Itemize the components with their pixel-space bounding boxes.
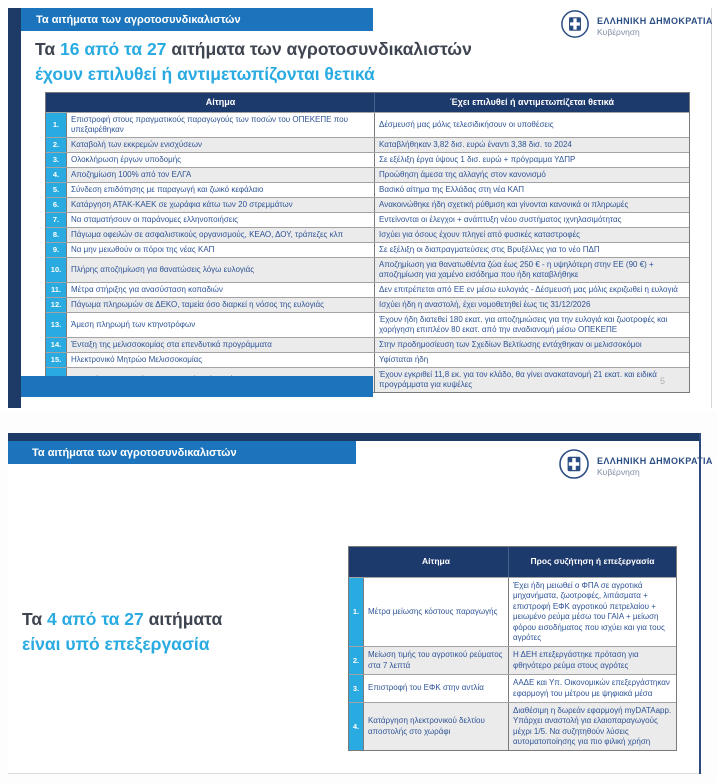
status-cell: Στην προδημοσίευση των Σχεδίων Βελτίωσης εντάχθηκαν οι μελισσοκόμοι xyxy=(379,340,642,349)
row-number: 5. xyxy=(46,183,67,197)
row-number: 1. xyxy=(349,578,364,646)
logo-text xyxy=(597,16,713,37)
table-row xyxy=(46,227,689,242)
table-row xyxy=(349,702,676,751)
row-number: 7. xyxy=(46,213,67,227)
request-cell: Να μην μειωθούν οι πόροι της νέας ΚΑΠ xyxy=(67,243,375,257)
table-row xyxy=(46,152,689,167)
table-row xyxy=(349,577,676,646)
slide1-title xyxy=(35,37,675,88)
row-number: 11. xyxy=(46,283,67,297)
logo-title: ΕΛΛΗΝΙΚΗ ΔΗΜΟΚΡΑΤΙΑ xyxy=(597,456,713,466)
slide2-header-bar-label: Τα αιτήματα των αγροτοσυνδικαλιστών xyxy=(32,446,237,459)
status-cell: Ισχύει για όσους έχουν πληγεί από φυσικές καταστροφές xyxy=(379,230,580,239)
slide1-header-bar xyxy=(21,8,373,31)
request-cell: Καταβολή των εκκρεμών ενισχύσεων xyxy=(67,138,375,152)
row-number: 4. xyxy=(349,703,364,751)
table-row xyxy=(46,137,689,152)
row-number: 2. xyxy=(46,138,67,152)
request-cell: Πλήρης αποζημίωση για θανατώσεις λόγω ευλογιάς xyxy=(67,258,375,282)
slide1-page-number: 5 xyxy=(660,376,666,386)
request-cell: Επιστροφή του ΕΦΚ στην αντλία xyxy=(364,675,509,702)
status-cell: Η ΔΕΗ επεξεργάστηκε πρόταση για φθηνότερο ρεύμα στους αγρότες xyxy=(513,650,639,670)
table-row xyxy=(46,312,689,337)
status-cell: Υφίσταται ήδη xyxy=(379,355,429,364)
table-row xyxy=(46,112,689,137)
row-number: 12. xyxy=(46,298,67,312)
greek-emblem-icon xyxy=(558,448,590,485)
request-cell: Ηλεκτρονικό Μητρώο Μελισσοκομίας xyxy=(67,353,375,367)
table-row xyxy=(46,352,689,367)
slide2-requests-table xyxy=(348,546,677,751)
status-cell: ΑΑΔΕ και Υπ. Οικονομικών επεξεργάστηκαν εφαρμογή του μέτρου με ψηφιακά μέσα xyxy=(513,678,670,698)
status-cell: Καταβλήθηκαν 3,82 δισ. ευρώ έναντι 3,38 δισ. το 2024 xyxy=(379,140,572,149)
status-cell: Δεν επιτρέπεται από ΕΕ εν μέσω ευλογιάς - Δέσμευσή μας μόλις εκριζωθεί η ευλογιά xyxy=(379,285,678,294)
slide1-requests-table xyxy=(45,92,690,393)
request-cell: Μείωση τιμής του αγροτικού ρεύματος στα 7 λεπτά xyxy=(364,647,509,674)
slide1-header-request: Αίτημα xyxy=(67,93,375,112)
request-cell: Μέτρα μείωσης κόστους παραγωγής xyxy=(364,578,509,646)
slide2-table-body xyxy=(349,577,676,750)
request-cell: Σύνδεση επιδότησης με παραγωγή και ζωικό κεφάλαιο xyxy=(67,183,375,197)
slide2-title-part1: Τα xyxy=(22,609,48,629)
slide1-header-status: Έχει επιλυθεί ή αντιμετωπίζεται θετικά xyxy=(450,97,614,108)
logo-text xyxy=(597,456,713,477)
status-cell: Έχουν ήδη διατεθεί 180 εκατ. για αποζημιώσεις για την ευλογιά και ζωοτροφές και χορήγηση επιπλέον 80 εκατ. από την αναδιανομή μέσω ΟΠΕΚΕΠΕ xyxy=(379,315,668,334)
slide2-table-header-row xyxy=(349,547,676,577)
slide1-footer-bar xyxy=(21,376,373,397)
request-cell: Ολοκλήρωση έργων υποδομής xyxy=(67,153,375,167)
request-cell: Επιστροφή στους πραγματικούς παραγωγούς των ποσών του ΟΠΕΚΕΠΕ που υπεξαιρέθηκαν xyxy=(67,113,375,137)
table-row xyxy=(46,257,689,282)
request-cell: Άμεση πληρωμή των κτηνοτρόφων xyxy=(67,313,375,337)
request-cell: Μέτρα στήριξης για ανασύσταση κοπαδιών xyxy=(67,283,375,297)
status-cell: Διαθέσιμη η δωρεάν εφαρμογή myDATAapp. Υπάρχει αναστολή για ελαιοπαραγωγούς μέχρι 1/5. Να συζητηθούν λύσεις αυτοματοποίησης για πιο φιλική χρήση xyxy=(513,705,672,747)
table-row xyxy=(46,212,689,227)
logo-title: ΕΛΛΗΝΙΚΗ ΔΗΜΟΚΡΑΤΙΑ xyxy=(597,16,713,26)
slide1-title-part1: Τα xyxy=(35,39,61,59)
slide1-title-highlight: 16 από τα 27 xyxy=(60,39,167,59)
request-cell: Αποζημίωση 100% από τον ΕΛΓΑ xyxy=(67,168,375,182)
row-number: 9. xyxy=(46,243,67,257)
request-cell: Κατάργηση ηλεκτρονικού δελτίου αποστολής στο χωράφι xyxy=(364,703,509,751)
slide1-left-accent-strip xyxy=(8,8,21,408)
row-number: 4. xyxy=(46,168,67,182)
status-cell: Προώθηση άμεσα της αλλαγής στον κανονισμό xyxy=(379,170,546,179)
status-cell: Δέσμευσή μας μόλις τελεσιδικήσουν οι υποθέσεις xyxy=(379,120,554,129)
slide1-right-edge xyxy=(711,8,712,408)
status-cell: Έχει ήδη μειωθεί ο ΦΠΑ σε αγροτικά μηχανήματα, ζωοτροφές, λιπάσματα + επιστροφή ΕΦΚ αγροτικού πετρελαίου + μειωμένο ρεύμα μέσω του ΓΑΙΑ + μείωση φόρου εισοδήματος που ισχύει και για τους αγρότες xyxy=(513,581,665,642)
request-cell: Πάγωμα οφειλών σε ασφαλιστικούς οργανισμούς, ΚΕΑΟ, ΔΟΥ, τράπεζες κλπ xyxy=(67,228,375,242)
slide2-header-status: Προς συζήτηση ή επεξεργασία xyxy=(530,556,655,567)
row-number: 2. xyxy=(349,647,364,674)
table-row xyxy=(349,646,676,674)
status-cell: Αποζημίωση για θανατωθέντα ζώα έως 250 € - η υψηλότερη στην ΕΕ (90 €) + αποζημίωση για χαμένο εισόδημα που ήδη καταβλήθηκε xyxy=(379,260,654,279)
request-cell: Κατάργηση ΑΤΑΚ-ΚΑΕΚ σε χωράφια κάτω των 20 στρεμμάτων xyxy=(67,198,375,212)
slide2-title-line2: είναι υπό επεξεργασία xyxy=(22,634,210,655)
table-row xyxy=(349,674,676,702)
slide2-header-request: Αίτημα xyxy=(364,547,509,577)
status-cell: Βασικό αίτημα της Ελλάδας στη νέα ΚΑΠ xyxy=(379,185,525,194)
status-cell: Εντείνονται οι έλεγχοι + ανάπτυξη νέου συστήματος ιχνηλασιμότητας xyxy=(379,215,622,224)
slide1-title-line2: έχουν επιλυθεί ή αντιμετωπίζονται θετικά xyxy=(35,64,375,85)
slide2-top-accent-bar xyxy=(8,433,701,441)
slide1-table-header-row xyxy=(46,93,689,112)
slide2-header-number-cell xyxy=(349,547,364,577)
request-cell: Να σταματήσουν οι παράνομες ελληνοποιήσεις xyxy=(67,213,375,227)
status-cell: Έχουν εγκριθεί 11,8 εκ. για τον κλάδο, θα γίνει ανακατανομή 21 εκατ. και ειδικά προγράμματα για κυψέλες xyxy=(379,370,657,389)
slide2-government-logo xyxy=(558,448,713,485)
table-row xyxy=(46,197,689,212)
table-row xyxy=(46,282,689,297)
table-row xyxy=(46,297,689,312)
row-number: 8. xyxy=(46,228,67,242)
request-cell: Ένταξη της μελισσοκομίας στα επενδυτικά προγράμματα xyxy=(67,338,375,352)
slide2-title-part2: αιτήματα xyxy=(143,609,223,629)
slide1-title-part2: αιτήματα των αγροτοσυνδικαλιστών xyxy=(166,39,472,59)
table-row xyxy=(46,182,689,197)
row-number: 6. xyxy=(46,198,67,212)
request-cell: Πάγωμα πληρωμών σε ΔΕΚΟ, ταμεία όσο διαρκεί η νόσος της ευλογιάς xyxy=(67,298,375,312)
table-row xyxy=(46,242,689,257)
status-cell: Ανακοινώθηκε ήδη σχετική ρύθμιση και γίνονται κανονικά οι πληρωμές xyxy=(379,200,629,209)
row-number: 10. xyxy=(46,258,67,282)
row-number: 3. xyxy=(46,153,67,167)
slide2-title-highlight: 4 από τα 27 xyxy=(47,609,144,629)
table-row xyxy=(46,167,689,182)
status-cell: Ισχύει ήδη η αναστολή, έχει νομοθετηθεί έως τις 31/12/2026 xyxy=(379,300,591,309)
status-cell: Σε εξέλιξη οι διαπραγματεύσεις στις Βρυξέλλες για το νέο ΠΔΠ xyxy=(379,245,600,254)
slide1-header-number-cell xyxy=(46,93,67,112)
logo-subtitle: Κυβέρνηση xyxy=(597,467,640,477)
row-number: 3. xyxy=(349,675,364,702)
row-number: 13. xyxy=(46,313,67,337)
logo-subtitle: Κυβέρνηση xyxy=(597,27,640,37)
slide2-header-bar xyxy=(8,441,356,464)
slide2-title xyxy=(22,607,332,658)
slide1-header-bar-label: Τα αιτήματα των αγροτοσυνδικαλιστών xyxy=(36,13,241,26)
slide1-table-body xyxy=(46,112,689,392)
status-cell: Σε εξέλιξη έργα ύψους 1 δισ. ευρώ + πρόγραμμα ΥΔΠΡ xyxy=(379,155,576,164)
row-number: 1. xyxy=(46,113,67,137)
row-number: 14. xyxy=(46,338,67,352)
row-number: 15. xyxy=(46,353,67,367)
table-row xyxy=(46,337,689,352)
